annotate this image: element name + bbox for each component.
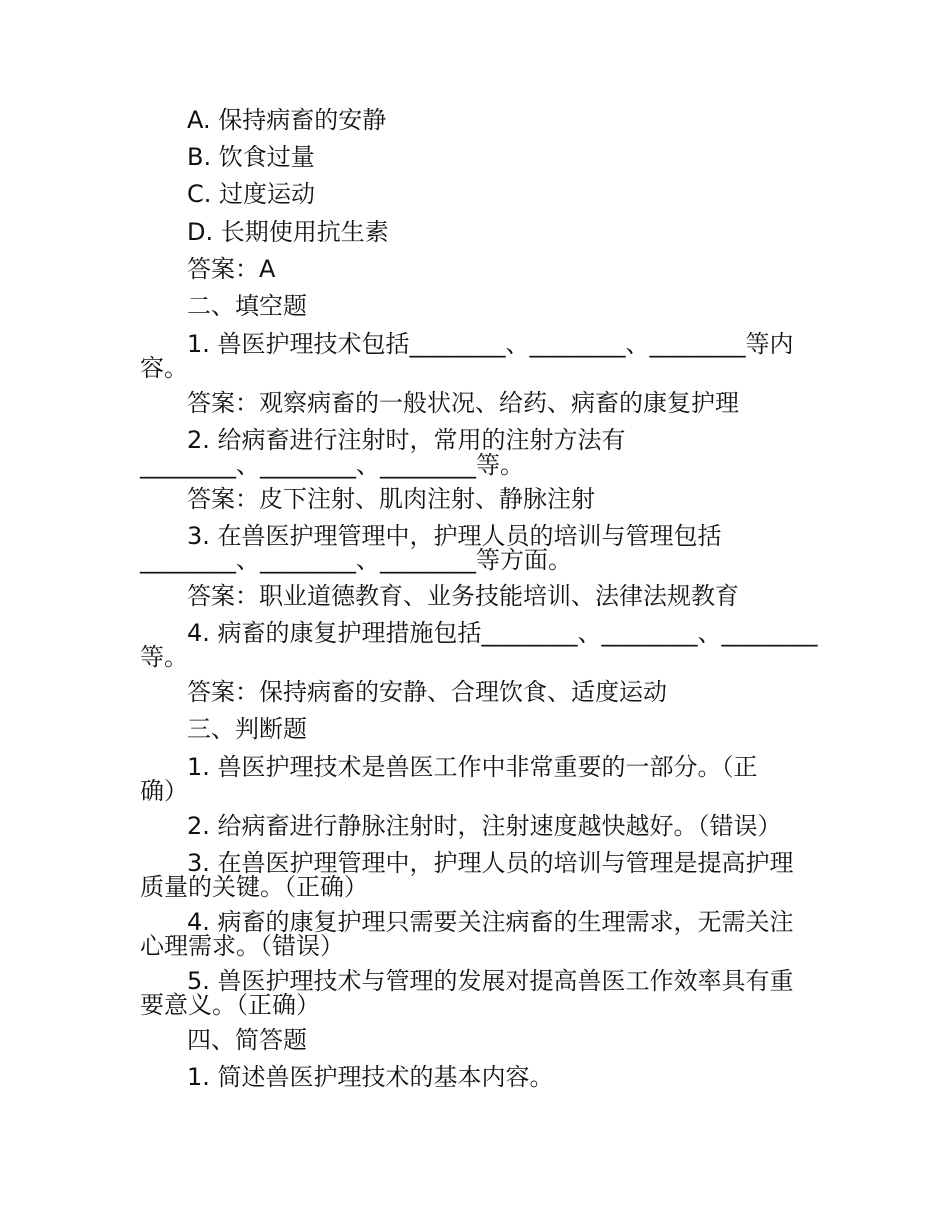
fill-answer-4: 答案：保持病畜的安静、合理饮食、适度运动	[187, 678, 667, 706]
fill-question-4-cont: 等。	[140, 643, 188, 671]
fill-question-3: 3. 在兽医护理管理中，护理人员的培训与管理包括	[187, 522, 722, 550]
judge-item-3-cont: 质量的关键。（正确）	[140, 873, 368, 901]
answer-choice: 答案：A	[187, 255, 276, 283]
fill-question-1: 1. 兽医护理技术包括________、________、________等内	[187, 330, 794, 358]
option-a: A. 保持病畜的安静	[187, 106, 387, 134]
fill-question-4: 4. 病畜的康复护理措施包括________、________、________	[187, 619, 818, 647]
judge-item-4-cont: 心理需求。（错误）	[140, 932, 344, 960]
option-c: C. 过度运动	[187, 180, 316, 208]
judge-item-1-cont: 确）	[140, 777, 188, 805]
option-d: D. 长期使用抗生素	[187, 218, 389, 246]
fill-question-3-cont: ________、________、________等方面。	[140, 546, 572, 574]
section-heading-short-answer: 四、简答题	[187, 1026, 307, 1054]
section-heading-true-false: 三、判断题	[187, 715, 307, 743]
fill-answer-2: 答案：皮下注射、肌肉注射、静脉注射	[187, 485, 595, 513]
fill-question-2-cont: ________、________、________等。	[140, 451, 524, 479]
section-heading-fill-in: 二、填空题	[187, 292, 307, 320]
fill-answer-1: 答案：观察病畜的一般状况、给药、病畜的康复护理	[187, 389, 739, 417]
judge-item-5-cont: 要意义。（正确）	[140, 991, 320, 1019]
judge-item-3: 3. 在兽医护理管理中，护理人员的培训与管理是提高护理	[187, 849, 794, 877]
fill-question-2: 2. 给病畜进行注射时，常用的注射方法有	[187, 426, 626, 454]
judge-item-4: 4. 病畜的康复护理只需要关注病畜的生理需求，无需关注	[187, 908, 794, 936]
option-b: B. 饮食过量	[187, 143, 315, 171]
judge-item-1: 1. 兽医护理技术是兽医工作中非常重要的一部分。（正	[187, 753, 758, 781]
judge-item-5: 5. 兽医护理技术与管理的发展对提高兽医工作效率具有重	[187, 967, 794, 995]
short-answer-question-1: 1. 简述兽医护理技术的基本内容。	[187, 1063, 554, 1091]
fill-answer-3: 答案：职业道德教育、业务技能培训、法律法规教育	[187, 582, 739, 610]
judge-item-2: 2. 给病畜进行静脉注射时，注射速度越快越好。（错误）	[187, 812, 782, 840]
fill-question-1-cont: 容。	[140, 354, 188, 382]
